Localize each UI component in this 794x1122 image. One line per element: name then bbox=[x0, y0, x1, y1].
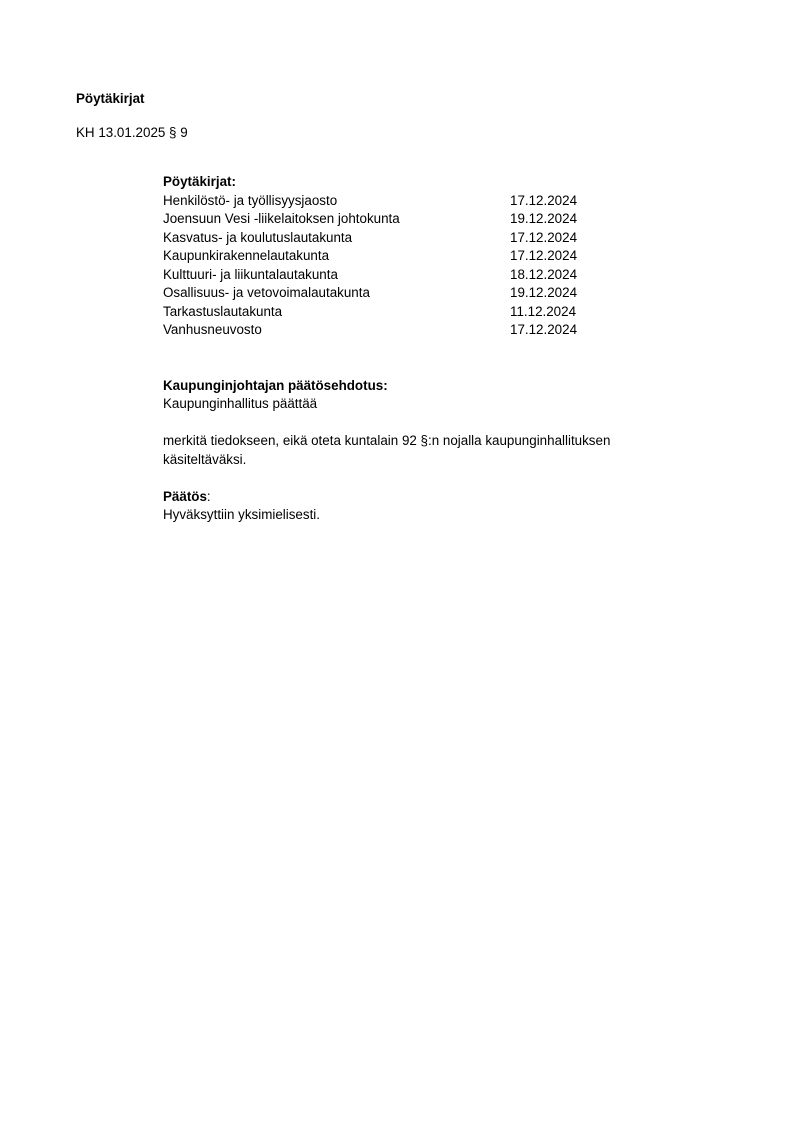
minutes-date: 18.12.2024 bbox=[510, 266, 578, 282]
document-body bbox=[163, 173, 683, 525]
minutes-date: 19.12.2024 bbox=[510, 211, 578, 226]
minutes-row bbox=[163, 284, 683, 303]
meeting-reference: KH 13.01.2025 § 9 bbox=[76, 125, 188, 140]
minutes-row bbox=[163, 321, 683, 340]
decision-heading-colon: : bbox=[206, 488, 211, 504]
minutes-heading: Pöytäkirjat: bbox=[163, 174, 236, 189]
board-name: Joensuun Vesi -liikelaitoksen johtokunta bbox=[163, 211, 400, 226]
spacer bbox=[163, 340, 683, 377]
minutes-row bbox=[163, 192, 683, 211]
board-name: Tarkastuslautakunta bbox=[163, 303, 283, 319]
minutes-date: 17.12.2024 bbox=[510, 248, 578, 263]
board-name: Osallisuus- ja vetovoimalautakunta bbox=[163, 285, 370, 300]
minutes-date: 11.12.2024 bbox=[510, 303, 577, 319]
minutes-row bbox=[163, 266, 683, 285]
decision-heading-line bbox=[163, 488, 683, 507]
board-name: Vanhusneuvosto bbox=[163, 322, 262, 337]
decision-heading: Päätös bbox=[163, 488, 207, 504]
page-title: Pöytäkirjat bbox=[76, 91, 145, 106]
minutes-date: 19.12.2024 bbox=[510, 285, 578, 300]
board-name: Kaupunkirakennelautakunta bbox=[163, 248, 330, 263]
proposal-body: merkitä tiedokseen, eikä oteta kuntalain 92 §:n nojalla kaupunginhallituksen käsiteltäväksi. bbox=[163, 433, 611, 467]
spacer bbox=[163, 414, 683, 433]
minutes-row bbox=[163, 229, 683, 248]
board-name: Henkilöstö- ja työllisyysjaosto bbox=[163, 192, 338, 208]
proposal-heading: Kaupunginjohtajan päätösehdotus: bbox=[163, 377, 388, 393]
minutes-date: 17.12.2024 bbox=[510, 192, 578, 208]
spacer bbox=[163, 469, 683, 488]
board-name: Kulttuuri- ja liikuntalautakunta bbox=[163, 266, 338, 282]
minutes-date: 17.12.2024 bbox=[510, 229, 578, 245]
minutes-row bbox=[163, 210, 683, 229]
board-name: Kasvatus- ja koulutuslautakunta bbox=[163, 229, 353, 245]
minutes-list bbox=[163, 192, 683, 340]
minutes-row bbox=[163, 303, 683, 322]
decision-text: Hyväksyttiin yksimielisesti. bbox=[163, 507, 320, 522]
minutes-date: 17.12.2024 bbox=[510, 322, 578, 337]
proposal-intro: Kaupunginhallitus päättää bbox=[163, 396, 318, 411]
minutes-row bbox=[163, 247, 683, 266]
